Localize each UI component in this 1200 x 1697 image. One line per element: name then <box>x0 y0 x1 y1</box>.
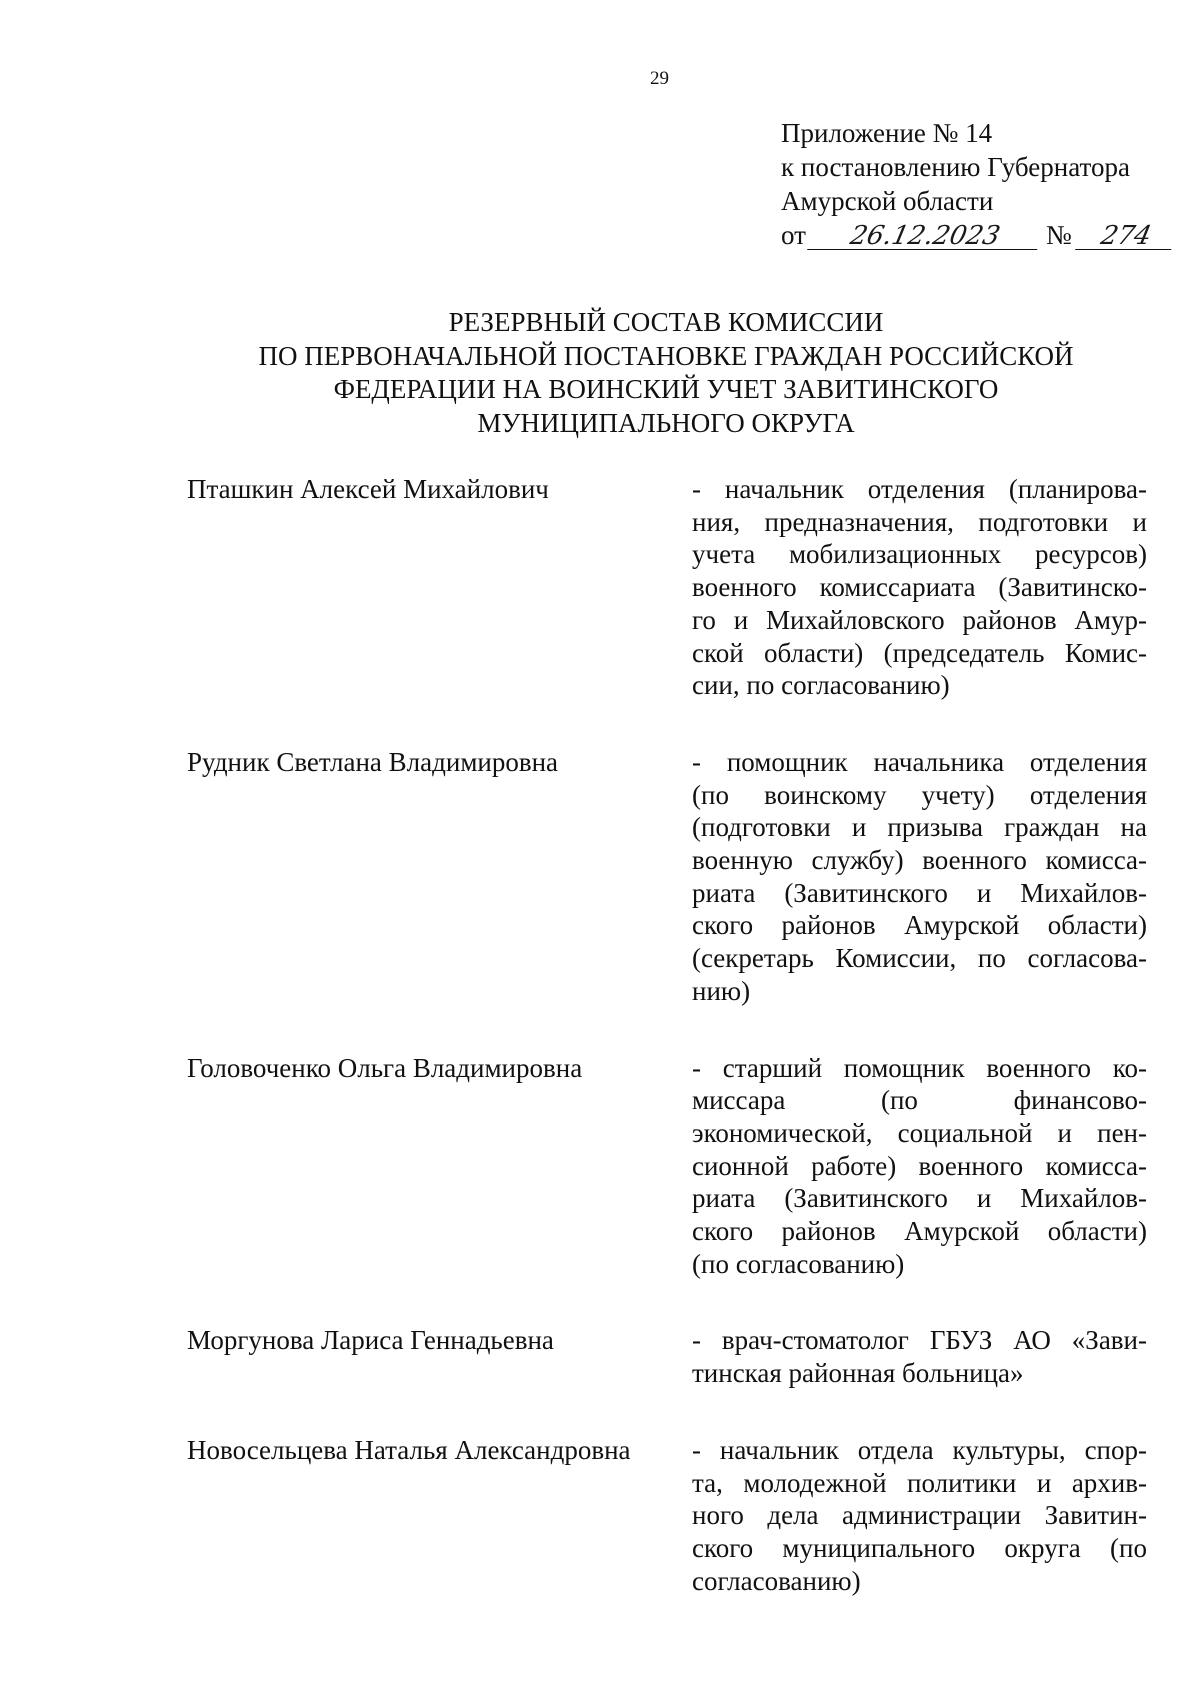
role-line: ского районов Амурской области) <box>692 1216 1147 1247</box>
member-entry <box>187 1324 1147 1389</box>
member-name: Моргунова Лариса Геннадьевна <box>187 1325 554 1356</box>
role-line: ского муниципального округа (по <box>692 1532 1147 1563</box>
role-line: (по согласованию) <box>692 1248 905 1279</box>
role-line: - начальник отдела культуры, спор- <box>692 1434 1147 1465</box>
role-line: военную службу) военного комисса- <box>692 845 1147 876</box>
members-list <box>187 473 1147 1597</box>
handwritten-date: 26.12.2023 <box>807 223 1043 250</box>
title-line-4: МУНИЦИПАЛЬНОГО ОКРУГА <box>477 407 855 438</box>
page-number: 29 <box>650 68 669 89</box>
role-line: го и Михайловского районов Амур- <box>692 604 1147 635</box>
role-line: ской области) (председатель Комис- <box>692 637 1147 668</box>
member-role <box>692 1434 1147 1598</box>
role-line: сии, по согласованию) <box>692 670 950 701</box>
role-line: (подготовки и призыва граждан на <box>692 812 1147 843</box>
appendix-title: Приложение № 14 <box>781 118 993 148</box>
title-line-3: ФЕДЕРАЦИИ НА ВОИНСКИЙ УЧЕТ ЗАВИТИНСКОГО <box>333 374 999 404</box>
role-line: риата (Завитинского и Михайлов- <box>692 1183 1147 1214</box>
role-line: согласованию) <box>692 1565 861 1596</box>
role-line: - врач-стоматолог ГБУЗ АО «Зави- <box>692 1325 1147 1356</box>
appendix-block <box>781 116 1174 252</box>
role-line: ного дела администрации Завитин- <box>692 1500 1147 1531</box>
role-line: ния, предназначения, подготовки и <box>692 506 1147 537</box>
appendix-decree-line: к постановлению Губернатора <box>781 152 1130 182</box>
member-role <box>692 473 1147 702</box>
role-line: - начальник отделения (планирова- <box>692 474 1147 504</box>
appendix-region-line: Амурской области <box>781 186 994 216</box>
member-entry <box>187 473 1147 702</box>
member-name: Головоченко Ольга Владимировна <box>187 1052 583 1083</box>
role-line: (секретарь Комиссии, по согласова- <box>692 943 1147 974</box>
number-sign: № <box>1045 220 1072 250</box>
role-line: сионной работе) военного комисса- <box>692 1150 1147 1181</box>
document-title <box>0 306 1200 440</box>
handwritten-number: 274 <box>1075 223 1177 250</box>
appendix-date-line <box>781 218 1174 252</box>
member-role <box>692 1324 1147 1389</box>
member-name: Пташкин Алексей Михайлович <box>187 474 549 504</box>
role-line: ского районов Амурской области) <box>692 910 1147 941</box>
member-entry <box>187 1052 1147 1281</box>
date-prefix: от <box>781 220 806 250</box>
role-line: - помощник начальника отделения <box>692 746 1147 777</box>
role-line: та, молодежной политики и архив- <box>692 1467 1147 1498</box>
role-line: (по воинскому учету) отделения <box>692 779 1147 810</box>
role-line: экономической, социальной и пен- <box>692 1117 1147 1148</box>
role-line: тинская районная больница» <box>692 1358 1024 1389</box>
member-name: Рудник Светлана Владимировна <box>187 746 559 777</box>
role-line: миссара (по финансово- <box>692 1085 1147 1116</box>
member-name: Новосельцева Наталья Александровна <box>187 1434 631 1465</box>
role-line: - старший помощник военного ко- <box>692 1052 1147 1083</box>
role-line: риата (Завитинского и Михайлов- <box>692 877 1147 908</box>
title-line-1: РЕЗЕРВНЫЙ СОСТАВ КОМИССИИ <box>448 307 884 337</box>
title-line-2: ПО ПЕРВОНАЧАЛЬНОЙ ПОСТАНОВКЕ ГРАЖДАН РОССИЙСКОЙ <box>258 340 1074 371</box>
member-role <box>692 746 1147 1008</box>
role-line: нию) <box>692 975 751 1006</box>
member-role <box>692 1052 1147 1281</box>
member-entry <box>187 746 1147 1008</box>
role-line: военного комиссариата (Завитинско- <box>692 572 1147 603</box>
member-entry <box>187 1434 1147 1598</box>
role-line: учета мобилизационных ресурсов) <box>692 539 1147 570</box>
